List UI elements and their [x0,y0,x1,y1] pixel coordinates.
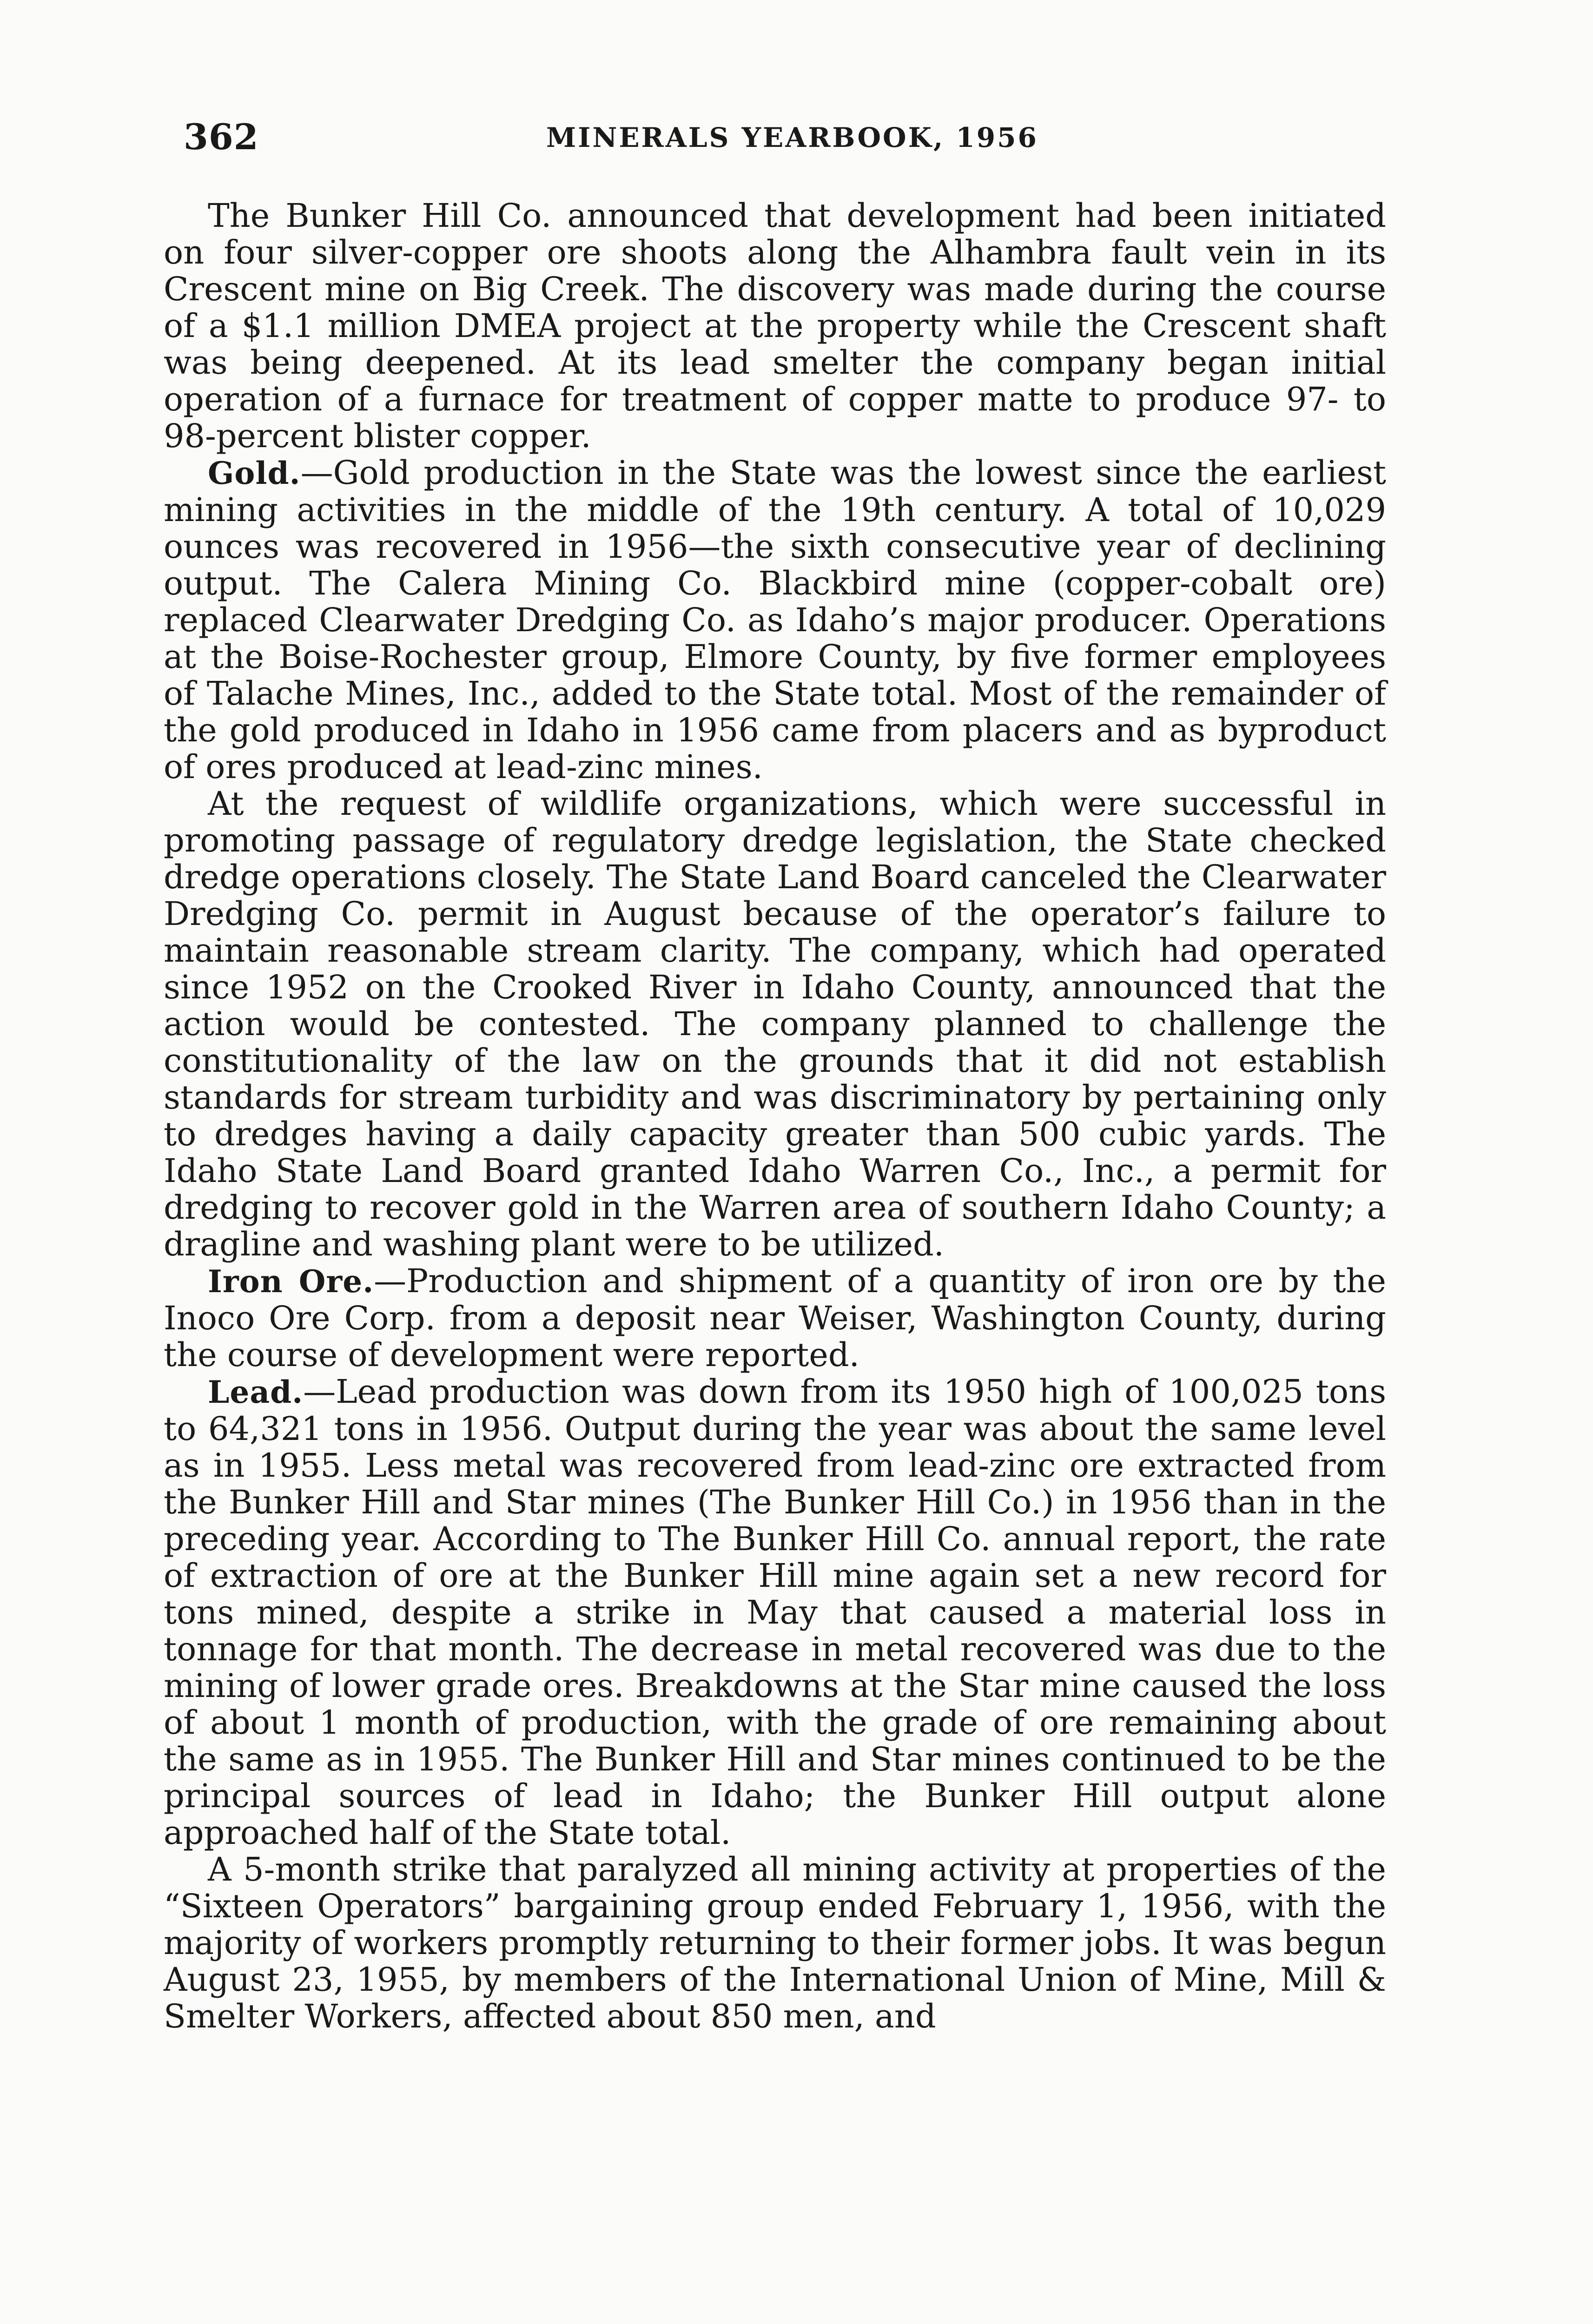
section-lead-iron-ore: Iron Ore. [208,1263,374,1300]
paragraph-gold [164,455,1386,786]
paragraph-lead [164,1373,1386,1851]
page-header [184,116,1392,167]
section-lead-gold: Gold. [208,455,301,491]
paragraph-text: —Production and shipment of a quantity of iron ore by the Inoco Ore Corp. from a deposit near Weiser, Washington County, during the course of development were reported. [164,1262,1386,1374]
paragraph-text: A 5-month strike that paralyzed all mining activity at properties of the “Sixteen Operators” bargaining group ended February 1, 1956, with the majority of workers promptly returning to their former jobs. It was begun August 23, 1955, by members of the International Union of Mine, Mill & Smelter Workers, affected about 850 men, and [164,1850,1386,2035]
paragraph-text: The Bunker Hill Co. announced that development had been initiated on four silver-copper ore shoots along the Alhambra fault vein in its Crescent mine on Big Creek. The discovery was made during the course of a $1.1 million DMEA project at the property while the Crescent shaft was being deepened. At its lead smelter the company began initial operation of a furnace for treatment of copper matte to produce 97- to 98-percent blister copper. [164,197,1386,455]
paragraph-text: —Gold production in the State was the lowest since the earliest mining activities in the middle of the 19th century. A total of 10,029 ounces was recovered in 1956—the sixth consecutive year of declining output. The Calera Mining Co. Blackbird mine (copper-cobalt ore) replaced Clearwater Dredging Co. as Idaho’s major producer. Operations at the Boise-Rochester group, Elmore County, by five former employees of Talache Mines, Inc., added to the State total. Most of the remainder of the gold produced in Idaho in 1956 came from placers and as byproduct of ores produced at lead-zinc mines. [164,454,1386,786]
paragraph-text: At the request of wildlife organizations, which were successful in promoting passage of regulatory dredge legislation, the State checked dredge operations closely. The State Land Board canceled the Clearwater Dredging Co. permit in August because of the operator’s failure to maintain reasonable stream clarity. The company, which had operated since 1952 on the Crooked River in Idaho County, announced that the action would be contested. The company planned to challenge the constitutionality of the law on the grounds that it did not establish standards for stream turbidity and was discriminatory by pertaining only to dredges having a daily capacity greater than 500 cubic yards. The Idaho State Land Board granted Idaho Warren Co., Inc., a permit for dredging to recover gold in the Warren area of southern Idaho County; a dragline and washing plant were to be utilized. [164,785,1386,1263]
paragraph-strike [164,1851,1386,2035]
paragraph-iron-ore [164,1263,1386,1373]
paragraph-dredge-regulation [164,786,1386,1263]
running-head: MINERALS YEARBOOK, 1956 [546,122,1038,153]
paragraph-text: —Lead production was down from its 1950 high of 100,025 tons to 64,321 tons in 1956. Output during the year was about the same level as in 1955. Less metal was recovered from lead-zinc ore extracted from the Bunker Hill and Star mines (The Bunker Hill Co.) in 1956 than in the preceding year. According to The Bunker Hill Co. annual report, the rate of extraction of ore at the Bunker Hill mine again set a new record for tons mined, despite a strike in May that caused a material loss in tonnage for that month. The decrease in metal recovered was due to the mining of lower grade ores. Breakdowns at the Star mine caused the loss of about 1 month of production, with the grade of ore remaining about the same as in 1955. The Bunker Hill and Star mines continued to be the principal sources of lead in Idaho; the Bunker Hill output alone approached half of the State total. [164,1373,1386,1852]
section-lead-lead: Lead. [208,1374,304,1410]
page-number: 362 [184,116,259,158]
paragraph-bunker-hill-development [164,198,1386,455]
body-text [164,198,1386,2035]
